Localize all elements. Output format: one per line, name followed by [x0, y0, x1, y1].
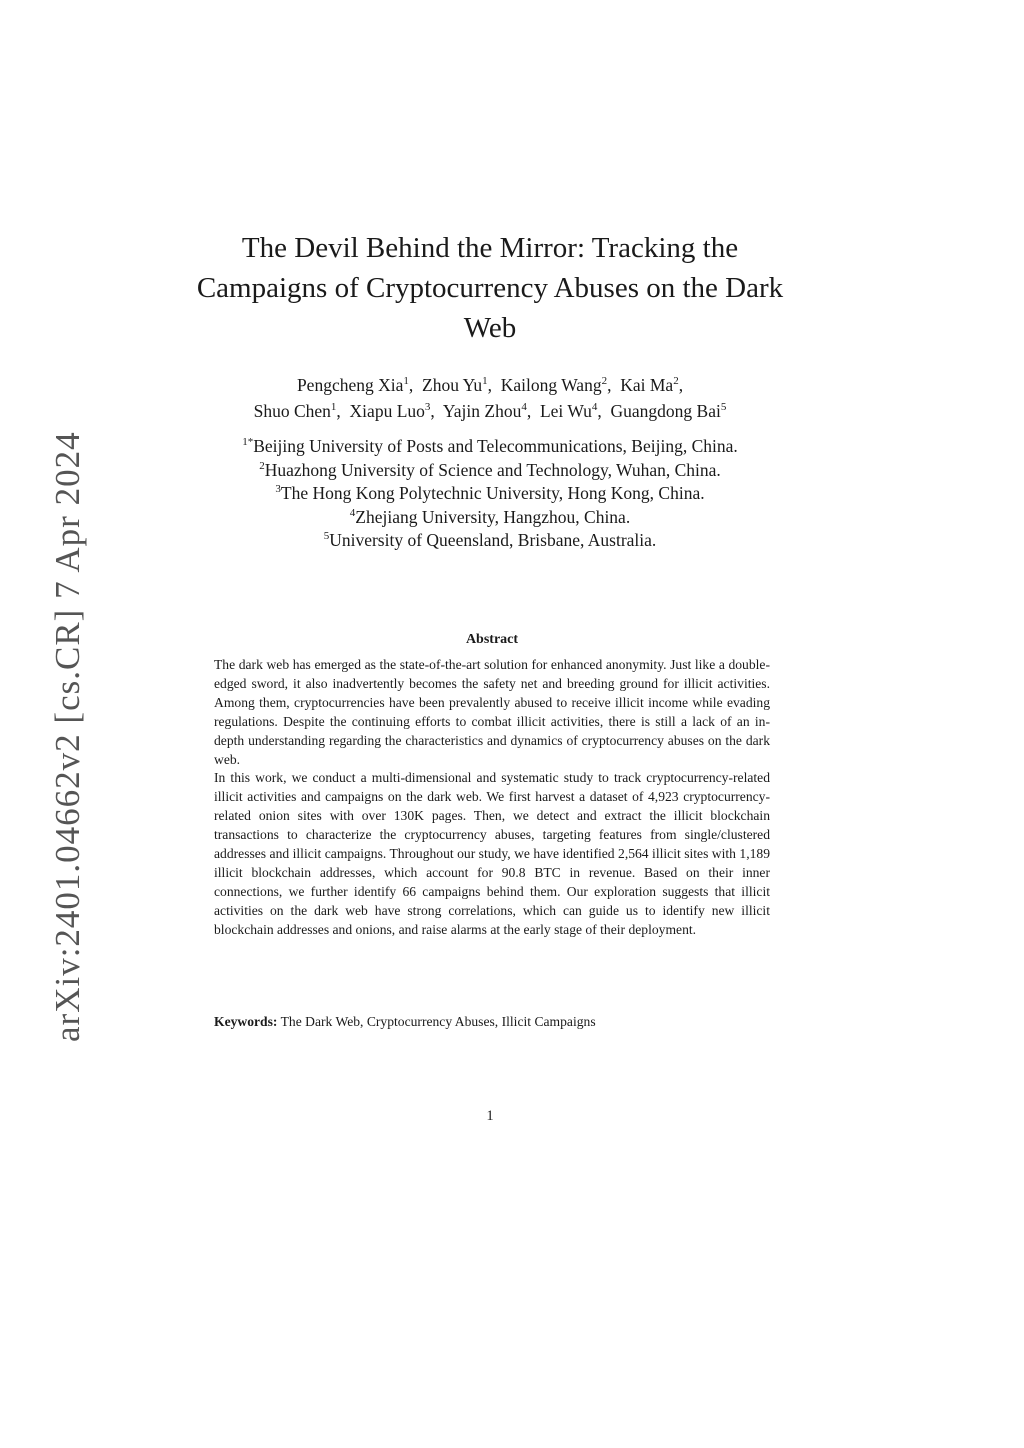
affiliation-mark: 1* — [242, 436, 254, 448]
author-name: Kailong Wang — [500, 375, 602, 395]
author-line-1: Pengcheng Xia$^1$, Zhou Yu$^1$, Kailong Wang$^2$, Kai Ma$^2$, — [296, 375, 684, 395]
affiliation-text: Zhejiang University, Hangzhou, China. — [355, 506, 631, 527]
author-name: Guangdong Bai — [610, 401, 721, 421]
abstract-paragraph: In this work, we conduct a multi-dimensional and systematic study to track cryptocurrency-related illicit activities and campaigns on the dark web. We first harvest a dataset of 4,923 cryptocurrency-related onion sites with over 130K pages. Then, we detect and extract the illicit blockchain transactions to characterize the cryptocurrency abuses, targeting features from single/clustered addresses and illicit campaigns. Throughout our study, we have identified 2,564 illicit sites with 1,189 illicit blockchain addresses, which account for 90.8 BTC in revenue. Based on their inner connections, we further identify 66 campaigns behind them. Our exploration suggests that illicit activities on the dark web have strong correlations, which can guide us to identify new illicit blockchain addresses and onions, and raise alarms at the early stage of their deployment. — [214, 770, 770, 937]
affiliation-item — [160, 459, 820, 483]
affiliation-mark: 5 — [323, 530, 330, 542]
affiliation-text: University of Queensland, Brisbane, Australia. — [329, 530, 657, 550]
affiliation-mark: 2 — [259, 459, 265, 472]
author-name: Pengcheng Xia — [296, 375, 404, 395]
keywords-text: The Dark Web, Cryptocurrency Abuses, Illicit Campaigns — [280, 1014, 596, 1029]
author-affiliation-mark: 2 — [601, 375, 608, 387]
affiliation-mark: 4 — [349, 506, 356, 519]
affiliation-item — [160, 482, 820, 506]
author-name: Shuo Chen — [253, 401, 331, 421]
affiliation-text: Huazhong University of Science and Technology, Wuhan, China. — [264, 459, 721, 480]
paper-title — [160, 228, 820, 348]
author-affiliation-mark: 3 — [424, 401, 431, 413]
author-affiliation-mark: 4 — [591, 401, 598, 413]
title-line-3: Web — [463, 312, 517, 344]
affiliation-list — [160, 435, 820, 553]
author-name: Yajin Zhou — [442, 401, 522, 421]
affiliation-text: The Hong Kong Polytechnic University, Hong Kong, China. — [280, 483, 705, 503]
abstract-paragraph: The dark web has emerged as the state-of-the-art solution for enhanced anonymity. Just like a double-edged sword, it also inadvertently becomes the safety net and breeding ground for illicit activities. Among them, cryptocurrencies have been prevalently abused to receive illicit income while evading regulations. Despite the continuing efforts to combat illicit activities, there is still a lack of an in-depth understanding regarding the characteristics and dynamics of cryptocurrency abuses on the dark web. — [214, 657, 770, 767]
author-name: Zhou Yu — [422, 375, 483, 395]
abstract-body — [214, 656, 770, 940]
page-number: 1 — [486, 1108, 494, 1124]
keywords-label: Keywords: — [214, 1014, 278, 1029]
affiliation-text: Beijing University of Posts and Telecommunications, Beijing, China. — [253, 436, 738, 456]
author-affiliation-mark: 5 — [720, 401, 727, 413]
arxiv-identifier-stamp: arXiv:2401.04662v2 [cs.CR] 7 Apr 2024 — [48, 431, 87, 1042]
affiliation-item — [160, 435, 820, 459]
title-line-1: The Devil Behind the Mirror: Tracking the — [241, 232, 739, 264]
author-affiliation-mark: 1 — [482, 375, 488, 387]
author-affiliation-mark: 4 — [521, 401, 527, 413]
author-affiliation-mark: 2 — [673, 375, 679, 387]
title-line-2: Campaigns of Cryptocurrency Abuses on the Dark — [196, 272, 784, 304]
author-name: Xiapu Luo — [349, 401, 425, 421]
author-list — [160, 372, 820, 424]
author-affiliation-mark: 1 — [330, 401, 337, 413]
affiliation-item — [160, 506, 820, 530]
author-name: Kai Ma — [620, 375, 674, 395]
keywords-line — [214, 1013, 770, 1031]
affiliation-item — [160, 529, 820, 553]
author-name: Lei Wu — [539, 401, 592, 421]
author-line-2: Shuo Chen$^1$, Xiapu Luo$^3$, Yajin Zhou$^4$, Lei Wu$^4$, Guangdong Bai$^5$ — [253, 401, 727, 421]
author-affiliation-mark: 1 — [403, 375, 409, 387]
abstract-heading: Abstract — [465, 632, 519, 647]
affiliation-mark: 3 — [275, 483, 281, 495]
